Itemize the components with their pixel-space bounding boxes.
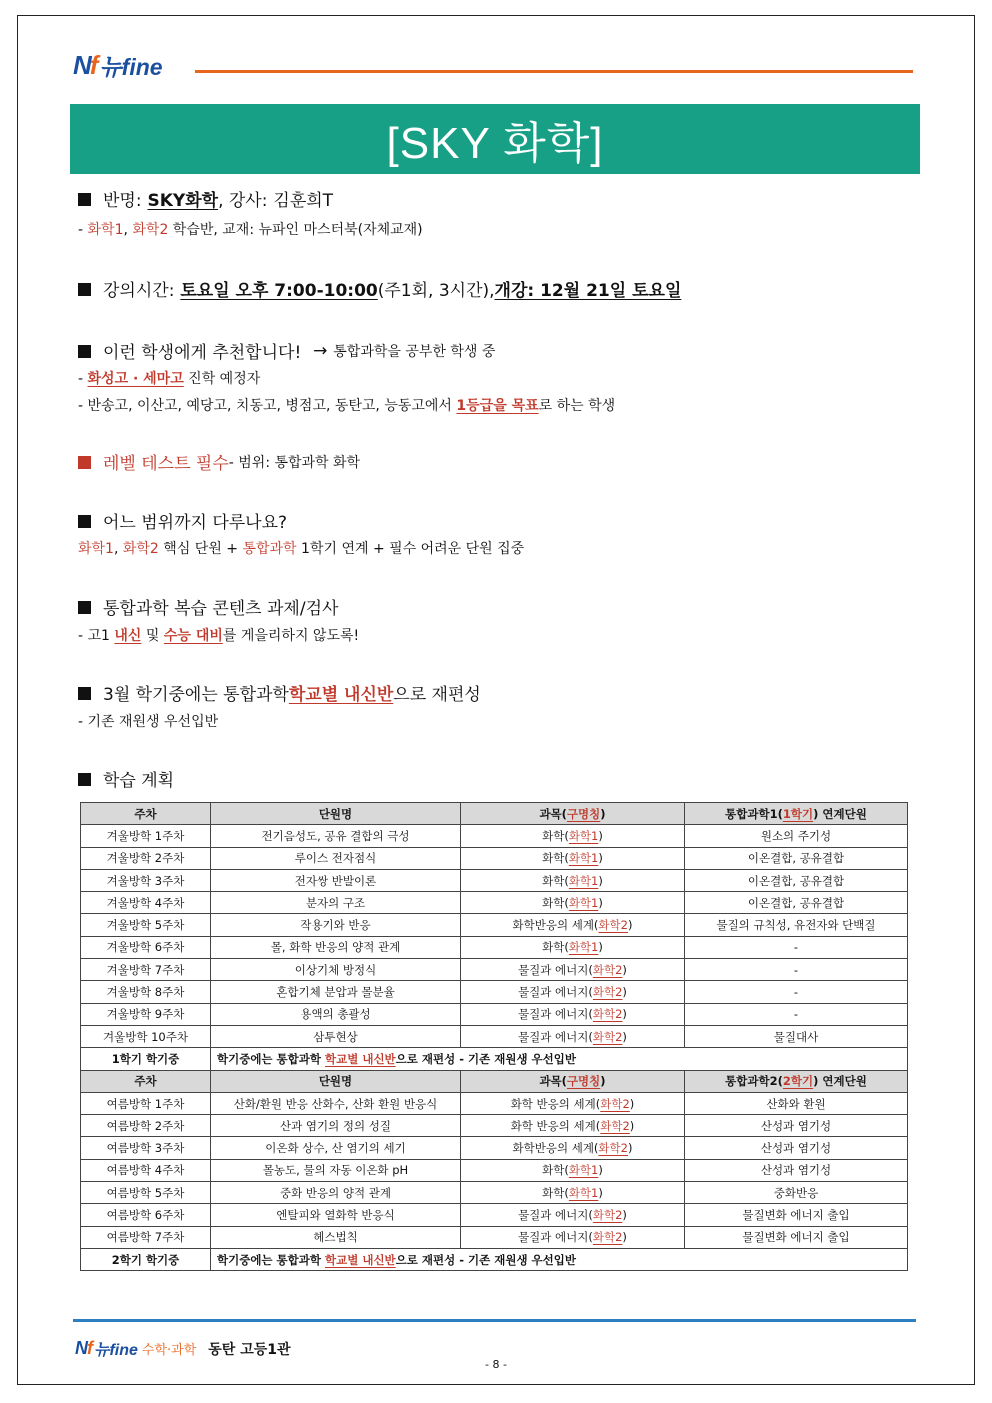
study-plan-table: [80, 802, 908, 1271]
page-number: - 8 -: [485, 1358, 507, 1371]
subject-cell: 화학 반응의 세계(화학2): [461, 1092, 685, 1114]
subject-cell: 화학(화학1): [461, 892, 685, 914]
subject-cell: 물질과 에너지(화학2): [461, 1226, 685, 1248]
footer-sub: 수학·과학: [141, 1343, 197, 1358]
recommend-line-1: - 화성고 · 세마고 진학 예정자: [78, 371, 261, 387]
recommend-heading: 이런 학생에게 추천합니다! → 통합과학을 공부한 학생 중: [78, 338, 495, 363]
open-date: 개강: 12월 21일 토요일: [494, 281, 682, 301]
subject-cell: 화학(화학1): [461, 936, 685, 958]
subject-cell: 물질과 에너지(화학2): [461, 981, 685, 1003]
bullet-square-icon: [78, 687, 91, 700]
table-row: [81, 1137, 908, 1159]
subject-cell: 물질과 에너지(화학2): [461, 1003, 685, 1025]
week-cell: 겨울방학 8주차: [81, 981, 211, 1003]
header-subject: 과목(구명칭): [461, 1070, 685, 1092]
linked-unit-cell: 이온결합, 공유결합: [685, 892, 908, 914]
table-row: [81, 1182, 908, 1204]
week-cell: 겨울방학 4주차: [81, 892, 211, 914]
subject-cell: 화학반응의 세계(화학2): [461, 1137, 685, 1159]
plan-heading: 학습 계획: [78, 766, 174, 791]
footer-logo: Nf 뉴fine 수학·과학 동탄 고등1관: [75, 1338, 291, 1359]
table-header-row: [81, 803, 908, 825]
subject-cell: 화학(화학1): [461, 869, 685, 891]
footer-brand: 뉴fine: [94, 1342, 138, 1359]
unit-cell: 혼합기체 분압과 몰분율: [211, 981, 461, 1003]
week-cell: 겨울방학 2주차: [81, 847, 211, 869]
week-cell: 여름방학 7주차: [81, 1226, 211, 1248]
unit-cell: 헤스법칙: [211, 1226, 461, 1248]
subject-cell: 화학 반응의 세계(화학2): [461, 1115, 685, 1137]
bullet-square-icon: [78, 345, 91, 358]
week-cell: 겨울방학 10주차: [81, 1025, 211, 1047]
week-cell: 겨울방학 9주차: [81, 1003, 211, 1025]
footer-branch: 동탄 고등1관: [208, 1341, 291, 1358]
table-row: [81, 1159, 908, 1181]
scope-line: 화학1, 화학2 핵심 단원 + 통합과학 1학기 연계 + 필수 어려운 단원 집중: [78, 541, 525, 557]
unit-cell: 몰농도, 물의 자동 이온화 pH: [211, 1159, 461, 1181]
table-header-row: [81, 1070, 908, 1092]
table-row: [81, 847, 908, 869]
brand-logo: [73, 50, 163, 80]
table-row: [81, 1226, 908, 1248]
unit-cell: 산화/환원 반응 산화수, 산화 환원 반응식: [211, 1092, 461, 1114]
table-row: [81, 914, 908, 936]
footer-divider: [73, 1319, 916, 1322]
linked-unit-cell: 이온결합, 공유결합: [685, 847, 908, 869]
week-cell: 여름방학 2주차: [81, 1115, 211, 1137]
subject-cell: 화학(화학1): [461, 825, 685, 847]
semester-note-row: [81, 1248, 908, 1270]
subject-cell: 화학(화학1): [461, 1159, 685, 1181]
linked-unit-cell: -: [685, 936, 908, 958]
unit-cell: 루이스 전자점식: [211, 847, 461, 869]
logo-brand: 뉴fine: [99, 53, 163, 80]
unit-cell: 몰, 화학 반응의 양적 관계: [211, 936, 461, 958]
header-week: 주차: [81, 803, 211, 825]
unit-cell: 엔탈피와 열화학 반응식: [211, 1204, 461, 1226]
page-title: [SKY 화학]: [70, 104, 920, 174]
linked-unit-cell: -: [685, 981, 908, 1003]
linked-unit-cell: 산성과 염기성: [685, 1115, 908, 1137]
unit-cell: 분자의 구조: [211, 892, 461, 914]
week-cell: 겨울방학 1주차: [81, 825, 211, 847]
linked-unit-cell: -: [685, 1003, 908, 1025]
subject-cell: 화학(화학1): [461, 847, 685, 869]
unit-cell: 삼투현상: [211, 1025, 461, 1047]
subject-cell: 물질과 에너지(화학2): [461, 1204, 685, 1226]
header-week: 주차: [81, 1070, 211, 1092]
semester-note-row: [81, 1048, 908, 1070]
header-linked-unit: 통합과학1(1학기) 연계단원: [685, 803, 908, 825]
table-row: [81, 936, 908, 958]
week-cell: 겨울방학 6주차: [81, 936, 211, 958]
week-cell: 겨울방학 3주차: [81, 869, 211, 891]
semester-note-text: 학기중에는 통합과학 학교별 내신반으로 재편성 - 기존 재원생 우선입반: [211, 1048, 908, 1070]
schedule-time: 토요일 오후 7:00-10:00: [180, 281, 378, 301]
table-row: [81, 959, 908, 981]
header-linked-unit: 통합과학2(2학기) 연계단원: [685, 1070, 908, 1092]
header-unit: 단원명: [211, 1070, 461, 1092]
level-test-heading: 레벨 테스트 필수 - 범위: 통합과학 화학: [78, 449, 360, 474]
week-cell: 여름방학 5주차: [81, 1182, 211, 1204]
review-line: - 고1 내신 및 수능 대비를 게을리하지 않도록!: [78, 628, 360, 644]
linked-unit-cell: 산성과 염기성: [685, 1159, 908, 1181]
linked-unit-cell: 원소의 주기성: [685, 825, 908, 847]
review-heading: 통합과학 복습 콘텐츠 과제/검사: [78, 594, 338, 619]
reorg-sub: - 기존 재원생 우선입반: [78, 714, 219, 730]
bullet-square-icon: [78, 283, 91, 296]
logo-mark-f: f: [89, 49, 97, 80]
class-info-heading: 반명: SKY화학 , 강사: 김훈희T: [78, 186, 333, 211]
logo-mark-n: N: [73, 49, 90, 80]
table-row: [81, 1115, 908, 1137]
week-cell: 겨울방학 5주차: [81, 914, 211, 936]
table-row: [81, 869, 908, 891]
subject-cell: 화학(화학1): [461, 1182, 685, 1204]
bullet-square-icon: [78, 601, 91, 614]
recommend-line-2: - 반송고, 이산고, 예당고, 치동고, 병점고, 동탄고, 능동고에서 1등급을 목표로 하는 학생: [78, 398, 616, 414]
unit-cell: 작용기와 반응: [211, 914, 461, 936]
unit-cell: 산과 염기의 정의 성질: [211, 1115, 461, 1137]
linked-unit-cell: 물질대사: [685, 1025, 908, 1047]
linked-unit-cell: 산성과 염기성: [685, 1137, 908, 1159]
linked-unit-cell: 산화와 환원: [685, 1092, 908, 1114]
linked-unit-cell: 물질의 규칙성, 유전자와 단백질: [685, 914, 908, 936]
unit-cell: 전기음성도, 공유 결합의 극성: [211, 825, 461, 847]
semester-note-label: 2학기 학기중: [81, 1248, 211, 1270]
linked-unit-cell: 중화반응: [685, 1182, 908, 1204]
subject-cell: 물질과 에너지(화학2): [461, 1025, 685, 1047]
unit-cell: 용액의 총괄성: [211, 1003, 461, 1025]
semester-note-label: 1학기 학기중: [81, 1048, 211, 1070]
subject-cell: 화학반응의 세계(화학2): [461, 914, 685, 936]
header-unit: 단원명: [211, 803, 461, 825]
teacher-name: 김훈희T: [273, 191, 334, 211]
reorg-heading: 3월 학기중에는 통합과학 학교별 내신반 으로 재편성: [78, 680, 481, 705]
class-info-sub: - 화학1, 화학2 학습반, 교재: 뉴파인 마스터북(자체교재): [78, 222, 423, 238]
week-cell: 여름방학 4주차: [81, 1159, 211, 1181]
semester-note-text: 학기중에는 통합과학 학교별 내신반으로 재편성 - 기존 재원생 우선입반: [211, 1248, 908, 1270]
schedule-heading: 강의시간: 토요일 오후 7:00-10:00 (주1회, 3시간), 개강: 12월 21일 토요일: [78, 276, 681, 301]
table-row: [81, 825, 908, 847]
bullet-square-icon: [78, 193, 91, 206]
bullet-square-icon: [78, 456, 91, 469]
arrow-right-icon: →: [313, 340, 328, 361]
week-cell: 여름방학 1주차: [81, 1092, 211, 1114]
week-cell: 여름방학 6주차: [81, 1204, 211, 1226]
table-row: [81, 1025, 908, 1047]
linked-unit-cell: 물질변화 에너지 출입: [685, 1204, 908, 1226]
class-name: SKY화학: [147, 191, 219, 211]
linked-unit-cell: 물질변화 에너지 출입: [685, 1226, 908, 1248]
linked-unit-cell: -: [685, 959, 908, 981]
bullet-square-icon: [78, 515, 91, 528]
week-cell: 겨울방학 7주차: [81, 959, 211, 981]
unit-cell: 중화 반응의 양적 관계: [211, 1182, 461, 1204]
bullet-square-icon: [78, 773, 91, 786]
linked-unit-cell: 이온결합, 공유결합: [685, 869, 908, 891]
scope-heading: 어느 범위까지 다루나요?: [78, 508, 287, 533]
table-row: [81, 1204, 908, 1226]
table-row: [81, 981, 908, 1003]
header-subject: 과목(구명칭): [461, 803, 685, 825]
unit-cell: 전자쌍 반발이론: [211, 869, 461, 891]
table-row: [81, 1092, 908, 1114]
unit-cell: 이온화 상수, 산 염기의 세기: [211, 1137, 461, 1159]
header-divider: [195, 70, 913, 73]
table-row: [81, 892, 908, 914]
table-row: [81, 1003, 908, 1025]
subject-cell: 물질과 에너지(화학2): [461, 959, 685, 981]
week-cell: 여름방학 3주차: [81, 1137, 211, 1159]
unit-cell: 이상기체 방정식: [211, 959, 461, 981]
